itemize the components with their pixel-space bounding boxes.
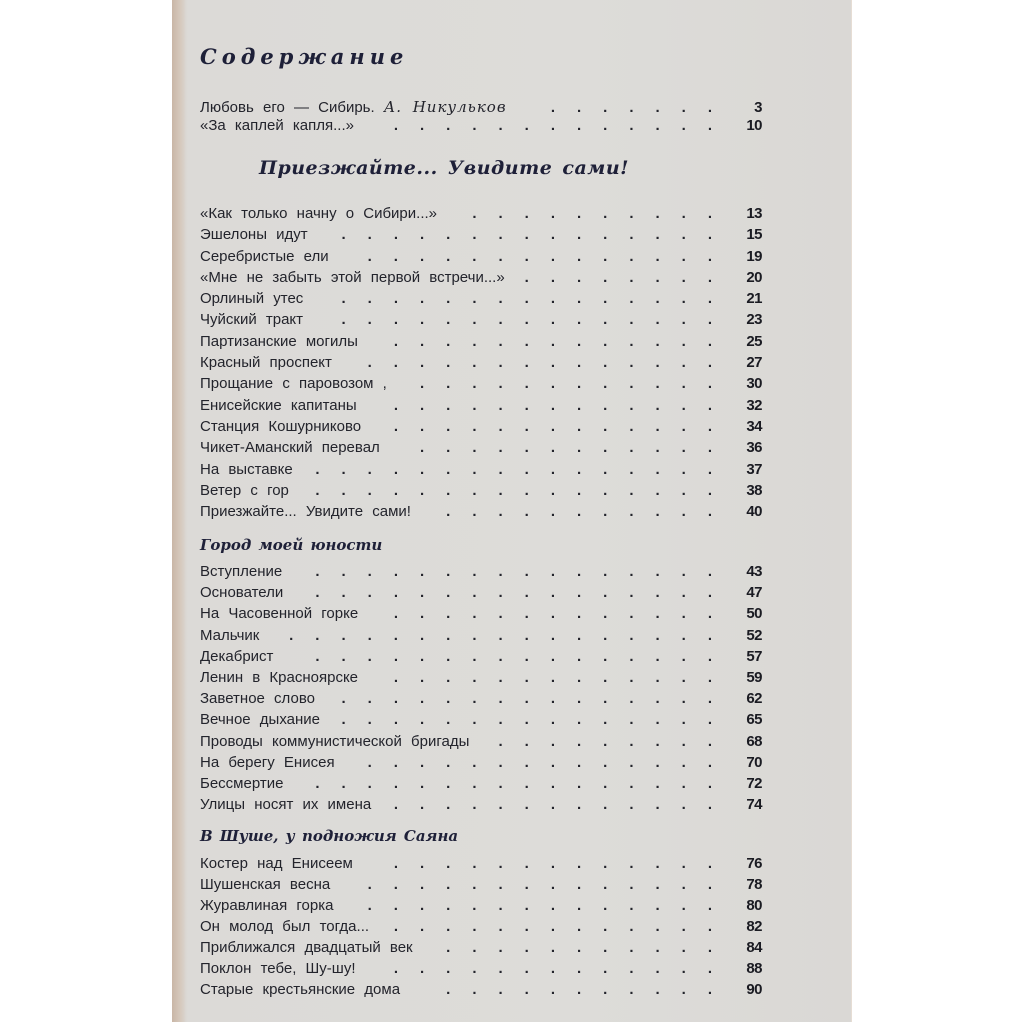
section-heading: В Шуше, у подножия Саяна	[200, 827, 459, 845]
entry-page-number: 52	[746, 626, 762, 644]
toc-entry[interactable]	[200, 288, 762, 309]
entry-page-number: 23	[746, 311, 762, 329]
entry-title: Мальчик	[200, 626, 260, 644]
entry-page-number: 36	[746, 439, 762, 457]
toc-entry[interactable]	[200, 874, 762, 895]
toc-entry[interactable]	[200, 582, 762, 603]
entry-page-number: 84	[746, 939, 762, 956]
entry-page-number: 13	[746, 205, 762, 222]
entry-title: Декабрист	[200, 647, 274, 665]
entry-page-number: 70	[746, 753, 762, 771]
entry-title: Улицы носят их имена	[200, 796, 372, 814]
toc-entry[interactable]	[200, 267, 762, 288]
entry-page-number: 19	[746, 247, 762, 265]
entry-page-number: 88	[746, 960, 762, 977]
dot-leader: ................	[315, 460, 734, 478]
dot-leader: .............	[393, 855, 734, 872]
section-heading: Город моей юности	[200, 536, 383, 554]
toc-entry[interactable]	[200, 794, 762, 815]
toc-entry[interactable]	[200, 416, 762, 437]
entry-title: Станция Кошурниково	[200, 417, 362, 435]
entry-title: Серебристые ели	[200, 247, 329, 265]
dot-leader: ...............	[341, 690, 734, 708]
entry-title: Основатели	[200, 584, 284, 602]
dot-leader: ................	[315, 647, 734, 665]
dot-leader: ..............	[367, 753, 734, 771]
entry-title: Проводы коммунистической бригады	[200, 732, 470, 750]
entry-title: Чуйский тракт	[200, 311, 304, 329]
toc-entry[interactable]	[200, 731, 762, 752]
entry-page-number: 72	[746, 774, 762, 792]
toc-entry[interactable]	[200, 115, 762, 136]
entry-title: Приближался двадцатый век	[200, 939, 413, 956]
dot-leader: ..........	[472, 205, 734, 222]
toc-entry[interactable]	[200, 853, 762, 874]
toc-entry[interactable]	[200, 667, 762, 688]
dot-leader: .............	[393, 332, 734, 350]
dot-leader: .........	[498, 732, 734, 750]
entry-title: Бессмертие	[200, 774, 284, 792]
dot-leader: .............	[393, 918, 734, 935]
entry-page-number: 78	[746, 876, 762, 893]
toc-entry[interactable]	[200, 625, 762, 646]
entry-page-number: 27	[746, 354, 762, 372]
toc-entry[interactable]	[200, 352, 762, 373]
entry-title: Шушенская весна	[200, 876, 331, 893]
dot-leader: .............	[393, 796, 734, 814]
dot-leader: ................	[315, 563, 734, 580]
dot-leader: ................	[315, 481, 734, 499]
entry-page-number: 40	[746, 503, 762, 521]
toc-entry[interactable]	[200, 437, 762, 458]
entry-page-number: 59	[746, 668, 762, 686]
entry-page-number: 3	[754, 99, 762, 116]
dot-leader: ........	[524, 268, 734, 286]
entry-title: Ветер с гор	[200, 481, 289, 499]
dot-leader: ................	[315, 774, 734, 792]
dot-leader: .......	[550, 99, 734, 116]
toc-entry[interactable]	[200, 395, 762, 416]
toc-entry[interactable]	[200, 895, 762, 916]
toc-entry[interactable]	[200, 688, 762, 709]
entry-page-number: 37	[746, 460, 762, 478]
entry-title: Любовь его — Сибирь. А. Никульков	[200, 98, 507, 116]
entry-page-number: 15	[746, 226, 762, 244]
entry-title: Приезжайте... Увидите сами!	[200, 503, 411, 521]
dot-leader: .............	[393, 605, 734, 623]
toc-entry[interactable]	[200, 203, 762, 224]
entry-author: А. Никульков	[383, 98, 507, 116]
intro-entries	[200, 97, 762, 136]
dot-leader: ...............	[341, 711, 734, 729]
toc-entry[interactable]	[200, 937, 762, 958]
part-title: Приезжайте... Увидите сами!	[259, 157, 629, 179]
toc-entry[interactable]	[200, 603, 762, 624]
toc-entry[interactable]	[200, 246, 762, 267]
entry-title: На выставке	[200, 460, 293, 478]
dot-leader: ...........	[446, 939, 734, 956]
entry-title: Он молод был тогда...	[200, 918, 370, 935]
dot-leader: .................	[289, 626, 734, 644]
dot-leader: .............	[393, 668, 734, 686]
toc-entry[interactable]	[200, 224, 762, 245]
entry-page-number: 30	[746, 375, 762, 393]
entry-title: Прощание с паровозом ,	[200, 375, 387, 393]
entry-page-number: 68	[746, 732, 762, 750]
entry-page-number: 90	[746, 981, 762, 998]
contents-heading: Содержание	[200, 44, 409, 69]
entry-title: Старые крестьянские дома	[200, 981, 401, 998]
section-entries	[200, 853, 762, 1000]
entry-title: На Часовенной горке	[200, 605, 359, 623]
toc-entry[interactable]	[200, 646, 762, 667]
entry-page-number: 80	[746, 897, 762, 914]
entry-page-number: 65	[746, 711, 762, 729]
entry-page-number: 57	[746, 647, 762, 665]
toc-entry[interactable]	[200, 480, 762, 501]
entry-page-number: 20	[746, 268, 762, 286]
toc-entry[interactable]	[200, 561, 762, 582]
entry-page-number: 43	[746, 563, 762, 580]
entry-title: Партизанские могилы	[200, 332, 358, 350]
toc-entry[interactable]	[200, 459, 762, 480]
dot-leader: .............	[393, 960, 734, 977]
entry-title: Ленин в Красноярске	[200, 668, 359, 686]
entry-title: Красный проспект	[200, 354, 332, 372]
toc-entry[interactable]	[200, 752, 762, 773]
entry-title: Чикет-Аманский перевал	[200, 439, 380, 457]
entry-title: Журавлиная горка	[200, 897, 334, 914]
entry-page-number: 34	[746, 417, 762, 435]
entry-page-number: 21	[746, 290, 762, 308]
entry-page-number: 38	[746, 481, 762, 499]
dot-leader: ............	[419, 439, 734, 457]
toc-entry[interactable]	[200, 373, 762, 394]
entry-page-number: 74	[746, 796, 762, 814]
entry-page-number: 62	[746, 690, 762, 708]
entry-page-number: 50	[746, 605, 762, 623]
entry-title: Енисейские капитаны	[200, 396, 357, 414]
dot-leader: .............	[393, 396, 734, 414]
entry-page-number: 82	[746, 918, 762, 935]
toc-entry[interactable]	[200, 501, 762, 522]
toc-entry[interactable]	[200, 979, 762, 1000]
dot-leader: ............	[419, 375, 734, 393]
toc-entry[interactable]	[200, 773, 762, 794]
entry-page-number: 25	[746, 332, 762, 350]
dot-leader: ..............	[367, 876, 734, 893]
dot-leader: ..............	[367, 354, 734, 372]
dot-leader: ................	[315, 584, 734, 602]
entry-page-number: 76	[746, 855, 762, 872]
section-entries	[200, 203, 762, 522]
entry-title: На берегу Енисея	[200, 753, 335, 771]
toc-entry[interactable]	[200, 916, 762, 937]
entry-title: «Как только начну о Сибири...»	[200, 205, 437, 222]
entry-title: Вечное дыхание	[200, 711, 321, 729]
entry-title: Эшелоны идут	[200, 226, 308, 244]
entry-title: Вступление	[200, 563, 283, 580]
dot-leader: ...............	[341, 311, 734, 329]
dot-leader: .............	[393, 117, 734, 134]
entry-title: Костер над Енисеем	[200, 855, 353, 872]
section-entries	[200, 561, 762, 815]
dot-leader: ...........	[446, 503, 734, 521]
entry-page-number: 47	[746, 584, 762, 602]
dot-leader: .............	[393, 417, 734, 435]
dot-leader: ...............	[341, 290, 734, 308]
entry-page-number: 32	[746, 396, 762, 414]
toc-entry[interactable]	[200, 331, 762, 352]
entry-title: Поклон тебе, Шу-шу!	[200, 960, 356, 977]
entry-title: «За каплей капля...»	[200, 117, 354, 134]
entry-title: Орлиный утес	[200, 290, 304, 308]
dot-leader: ...............	[341, 226, 734, 244]
dot-leader: ...........	[446, 981, 734, 998]
dot-leader: ..............	[367, 247, 734, 265]
entry-page-number: 10	[746, 117, 762, 134]
dot-leader: ..............	[367, 897, 734, 914]
entry-title: «Мне не забыть этой первой встречи...»	[200, 268, 505, 286]
entry-title: Заветное слово	[200, 690, 315, 708]
toc-entry[interactable]	[200, 709, 762, 730]
toc-entry[interactable]	[200, 309, 762, 330]
toc-entry[interactable]	[200, 958, 762, 979]
